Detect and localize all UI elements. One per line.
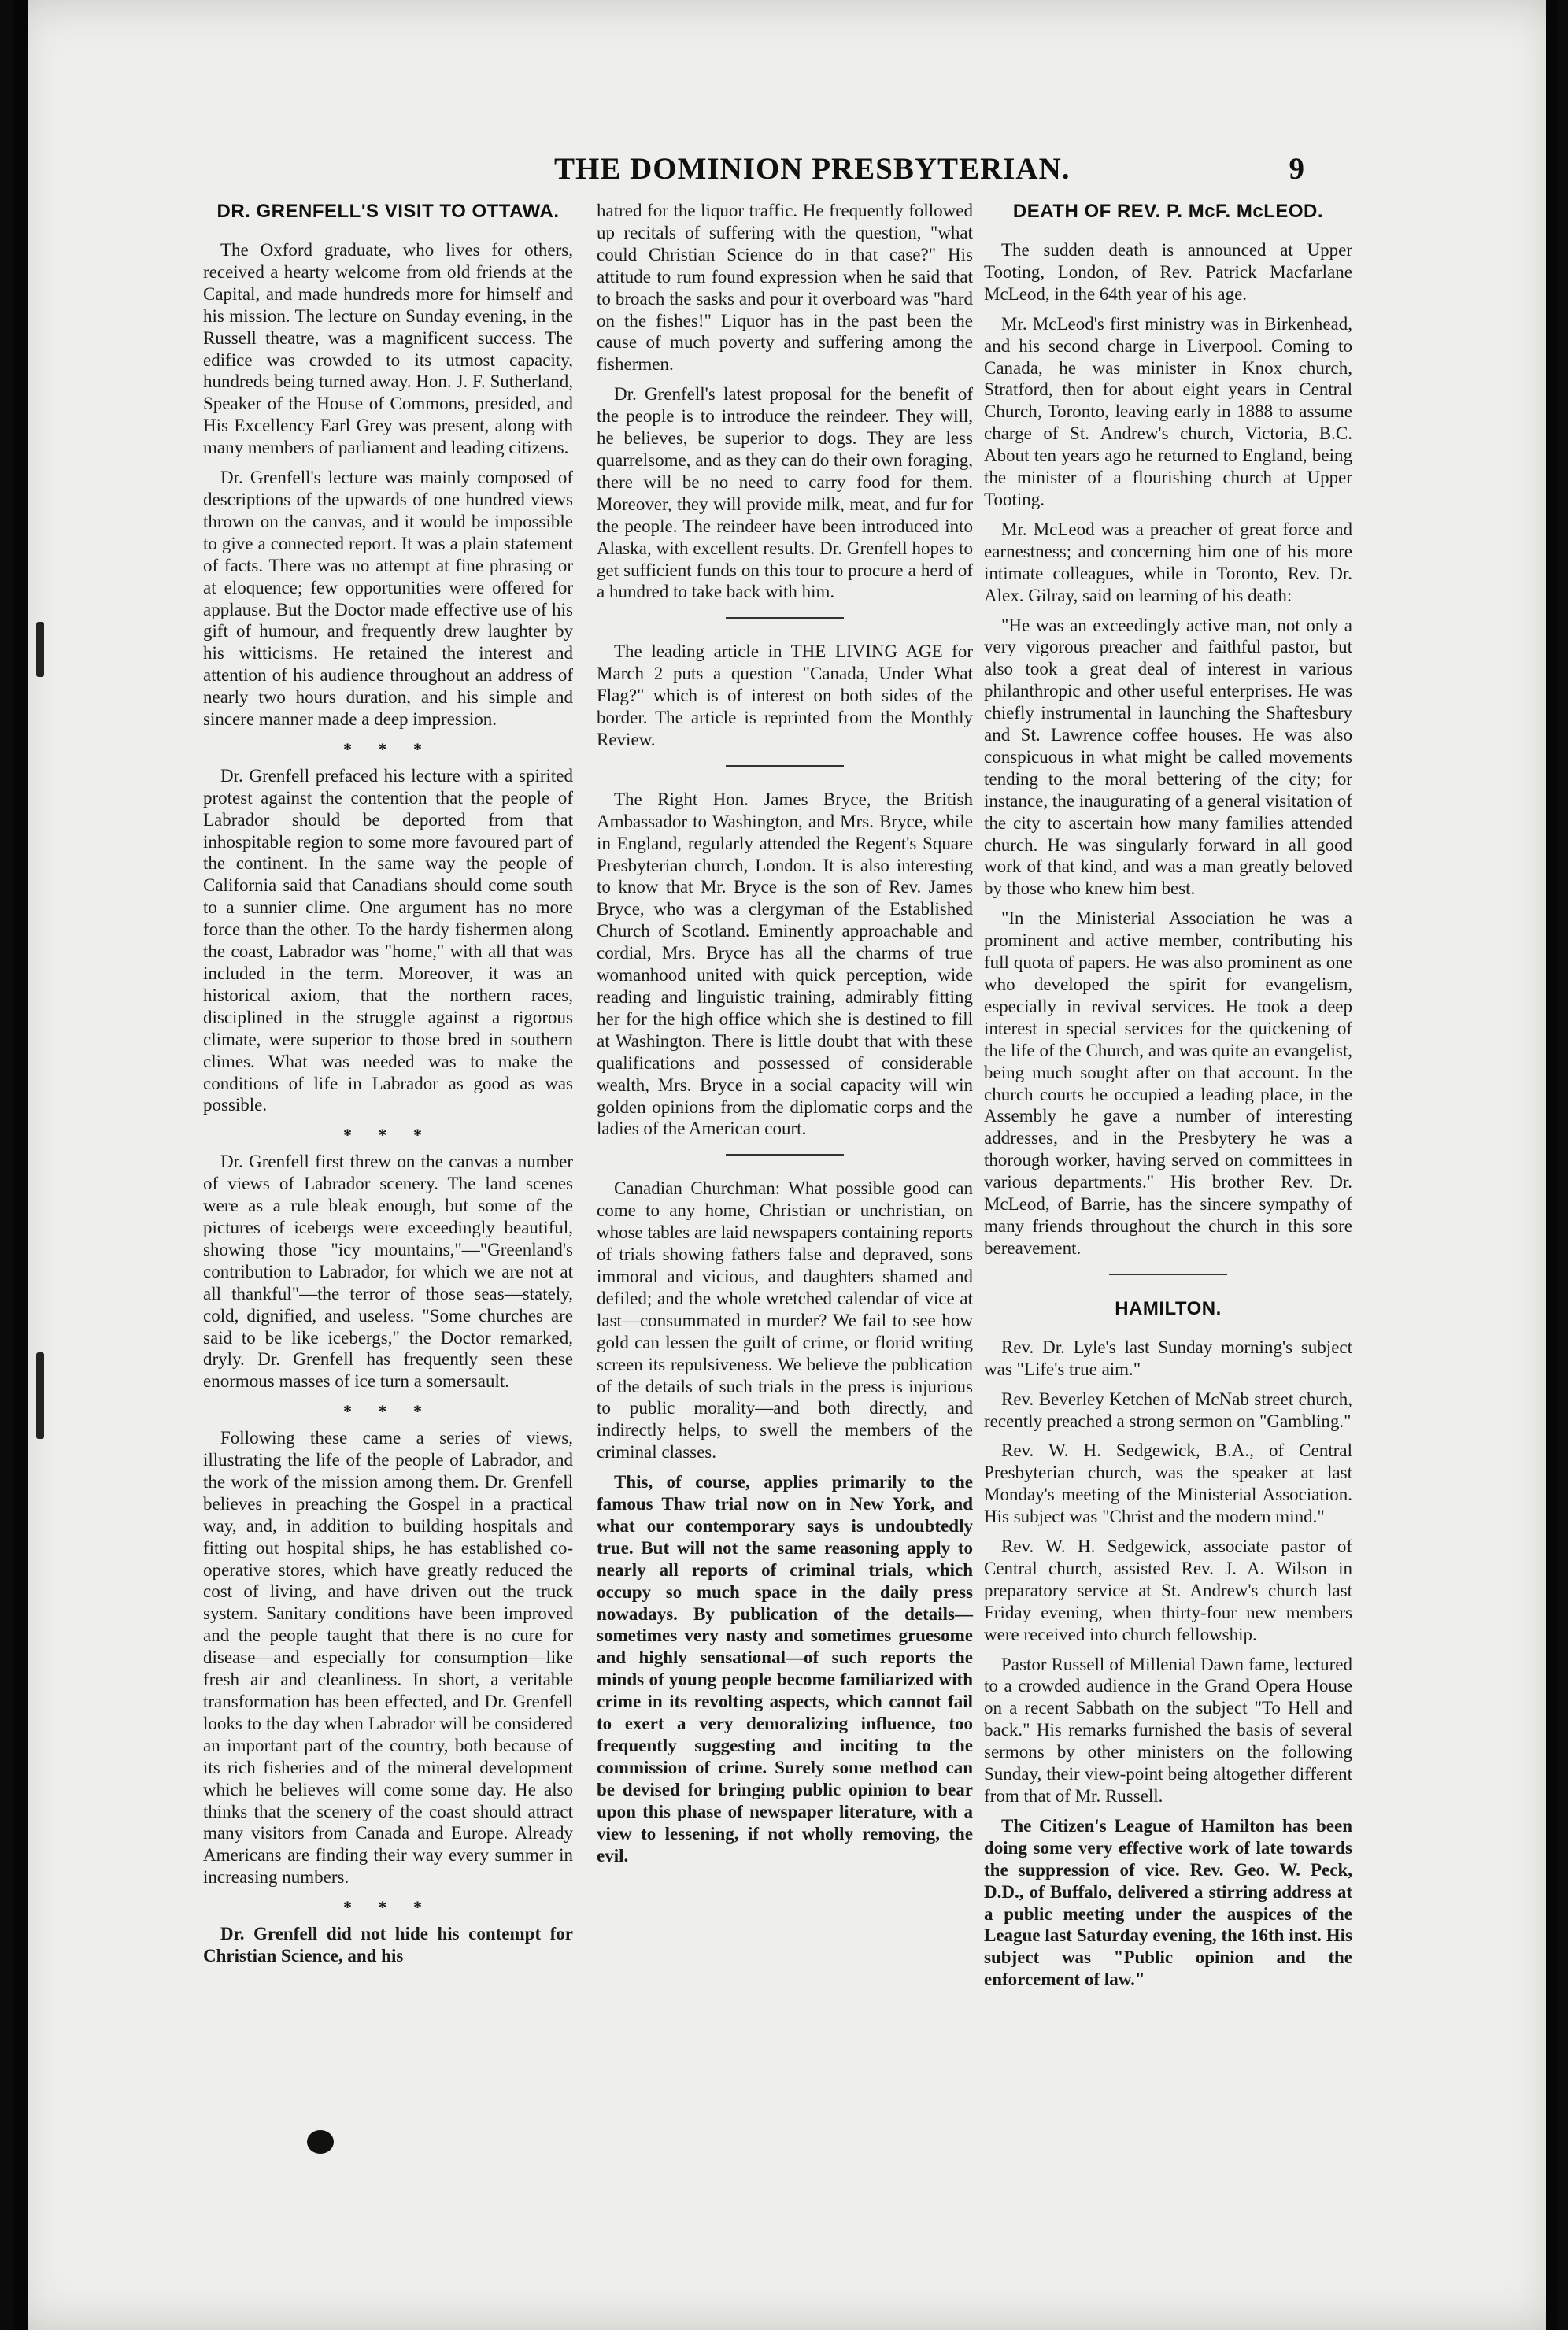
article-paragraph: This, of course, applies primarily to the famous Thaw trial now on in New York, and what our contemporary says is undoubtedly true. But will not the same reasoning apply to nearly all reports of criminal trials, which occupy so much space in the daily press nowadays. By publication of the details—sometimes very nasty and sometimes gruesome and highly sensational—of such reports the minds of young people become familiarized with crime in its revolting aspects, which cannot fail to exert a very demoralizing influence, too frequently suggesting and inciting to the commission of crime. Surely some method can be devised for bringing public opinion to bear upon this phase of newspaper literature, with a view to lessening, if not wholly removing, the evil. [597,1472,973,1866]
article-paragraph: Mr. McLeod's first ministry was in Birkenhead, and his second charge in Liverpool. Coming to Canada, he was minister in Knox church, Stratford, then for about eight years in Central Church, Toronto, leaving early in 1888 to assume charge of St. Andrew's church, Victoria, B.C. About ten years ago he returned to England, being the minister of a flourishing church at Upper Tooting. [984,313,1352,509]
article-paragraph: The sudden death is announced at Upper Tooting, London, of Rev. Patrick Macfarlane McLeod, in the 64th year of his age. [984,240,1352,304]
article-paragraph: "In the Ministerial Association he was a prominent and active member, contributing his full quota of papers. He was also prominent as one who developed the spirit for evangelism, especially in revival services. He took a deep interest in special services for the quickening of the life of the Church, and was quite an evangelist, being much sought after on that account. In the church courts he occupied a leading place, in the Assembly he gave a number of interesting addresses, and in the Presbytery he was a thorough worker, having served on committees in various departments." His brother Rev. Dr. McLeod, of Barrie, has the sincere sympathy of many friends throughout the church in this sore bereavement. [984,908,1352,1258]
article-paragraph: Following these came a series of views, illustrating the life of the people of Labrador, and the work of the mission among them. Dr. Grenfell believes in preaching the Gospel in a practical way, and, in addition to building hospitals and fitting out hospital ships, he has established co-operative stores, which have greatly reduced the cost of living, and have driven out the truck system. Sanitary conditions have been improved and the people taught that there is no cure for disease—and especially for consumption—like fresh air and cleanliness. In short, a veritable transformation has been effected, and Dr. Grenfell looks to the day when Labrador will be considered an important part of the country, both because of its rich fisheries and of the mineral development which he believes will come some day. He also thinks that the scenery of the coast should attract many visitors from Canada and Europe. Already Americans are finding their way every summer in increasing numbers. [203,1428,573,1888]
article-paragraph: The Oxford graduate, who lives for others, received a hearty welcome from old friends at the Capital, and made hundreds more for himself and his mission. The lecture on Sunday evening, in the Russell theatre, was a magnificent success. The edifice was crowded to its utmost capacity, hundreds being turned away. Hon. J. F. Sutherland, Speaker of the House of Commons, presided, and His Excellency Earl Grey was present, along with many members of parliament and leading citizens. [203,240,573,458]
section-separator: * * * [343,1125,433,1145]
article-paragraph: Dr. Grenfell's latest proposal for the benefit of the people is to introduce the reindeer. They will, he believes, be superior to dogs. They are less quarrelsome, and as they can do their own foraging, there will be no need to carry food for them. Moreover, they will provide milk, meat, and fur for the people. The reindeer have been introduced into Alaska, with excellent results. Dr. Grenfell hopes to get sufficient funds on this tour to procure a herd of a hundred to take back with him. [597,384,973,602]
binding-mark [36,622,44,677]
section-separator: * * * [343,1401,433,1422]
page-number: 9 [1289,152,1305,186]
article-heading-hamilton: HAMILTON. [1115,1297,1222,1319]
binding-mark [36,1352,44,1439]
article-paragraph: Canadian Churchman: What possible good can come to any home, Christian or unchristian, on whose tables are laid newspapers containing reports of trials showing fathers false and depraved, sons immoral and vicious, and daughters shamed and defiled; and the whole wretched calendar of vice at last—consummated in murder? We fail to see how gold can lessen the guilt of crime, or florid writing screen its repulsiveness. We believe the publication of the details of such trials in the press is injurious to public morality—and both directly, and indirectly helps, to swell the members of the criminal classes. [597,1178,973,1463]
news-item: Pastor Russell of Millenial Dawn fame, lectured to a crowded audience in the Grand Opera House on a recent Sabbath on the subject "To Hell and back." His remarks furnished the basis of several sermons by other ministers on the following Sunday, their view-point being altogether different from that of Mr. Russell. [984,1654,1352,1806]
newspaper-page [14,0,1557,2330]
news-item: Rev. W. H. Sedgewick, associate pastor of Central church, assisted Rev. J. A. Wilson in preparatory service at St. Andrew's church last Friday evening, when thirty-four new members were received into church fellowship. [984,1537,1352,1644]
divider-rule [726,765,844,767]
scan-right-edge [1546,0,1557,2330]
article-paragraph: "He was an exceedingly active man, not only a very vigorous preacher and faithful pastor, but also took a great deal of interest in various philanthropic and other useful enterprises. He was chiefly instrumental in launching the Shaftesbury and St. Lawrence coffee houses. He was also conspicuous in what might be called movements tending to the moral bettering of the city; for instance, the inaugurating of a general visitation of the city to ascertain how many families attended church. He was singularly forward in all good work of that kind, and was a man greatly beloved by those who knew him best. [984,615,1352,899]
masthead [554,150,1525,189]
article-paragraph: Mr. McLeod was a preacher of great force and earnestness; and concerning him one of his more intimate colleagues, while in Toronto, Rev. Dr. Alex. Gilray, said on learning of his death: [984,519,1352,605]
divider-rule [726,617,844,619]
article-heading-grenfell: DR. GRENFELL'S VISIT TO OTTAWA. [216,201,560,222]
news-item: Rev. Beverley Ketchen of McNab street church, recently preached a strong sermon on "Gambling." [984,1389,1352,1431]
article-paragraph: Dr. Grenfell's lecture was mainly composed of descriptions of the upwards of one hundred views thrown on the canvas, and it would be impossible to give a connected report. It was a plain statement of facts. There was no attempt at fine phrasing or at eloquence; few opportunities were offered for applause. But the Doctor made effective use of his gift of humour, and frequently drew laughter by his witticisms. He retained the interest and attention of his audience throughout an address of nearly two hours duration, and his simple and sincere manner made a deep impression. [203,468,573,730]
article-paragraph: Dr. Grenfell first threw on the canvas a number of views of Labrador scenery. The land scenes were as a rule bleak enough, but some of the pictures of icebergs were exceedingly beautiful, showing those "icy mountains,"—"Greenland's contribution to Labrador, for which we are not at all thankful"—the terror of those seas—stately, cold, dignified, and useless. "Some churches are said to be like icebergs," the Doctor remarked, dryly. Dr. Grenfell has frequently seen these enormous masses of ice turn a somersault. [203,1152,573,1392]
article-heading-mcleod: DEATH OF REV. P. McF. McLEOD. [1012,201,1324,222]
section-separator: * * * [343,1897,433,1918]
publication-title: THE DOMINION PRESBYTERIAN. [554,152,1071,186]
column-2 [597,200,973,1874]
divider-rule [726,1154,844,1156]
ink-blot [307,2130,334,2154]
article-paragraph: Dr. Grenfell did not hide his contempt for Christian Science, and his [203,1924,573,1966]
news-item: Rev. W. H. Sedgewick, B.A., of Central Presbyterian church, was the speaker at last Monday's meeting of the Ministerial Association. His subject was "Christ and the modern mind." [984,1441,1352,1527]
article-paragraph: Dr. Grenfell prefaced his lecture with a spirited protest against the contention that the people of Labrador should be deported from that inhospitable region to some more favoured part of the continent. In the same way the people of California said that Canadians should come south to a sunnier clime. One argument has no more force than the other. To the hardy fishermen along the coast, Labrador was "home," with all that was included in the term. Moreover, it was an historical axiom, that the northern races, disciplined in the struggle against a rigorous climate, were superior to those bred in southern climes. What was needed was to make the conditions of life in Labrador as good as was possible. [203,765,573,1115]
article-paragraph: The leading article in THE LIVING AGE for March 2 puts a question "Canada, Under What Flag?" which is of interest on both sides of the border. The article is reprinted from the Monthly Review. [597,642,973,749]
article-paragraph: hatred for the liquor traffic. He frequently followed up recitals of suffering with the question, "what could Christian Science do in that case?" His attitude to rum found expression when he said that to broach the sasks and pour it overboard was "hard on the fishes!" Liquor has in the past been the cause of much poverty and suffering among the fishermen. [597,201,973,375]
scan-left-edge [14,0,28,2330]
column-3 [984,200,1352,1999]
column-1 [203,200,573,1975]
news-item: Rev. Dr. Lyle's last Sunday morning's subject was "Life's true aim." [984,1337,1352,1379]
article-paragraph: The Right Hon. James Bryce, the British Ambassador to Washington, and Mrs. Bryce, while in England, regularly attended the Regent's Square Presbyterian church, London. It is also interesting to know that Mr. Bryce is the son of Rev. James Bryce, who was a clergyman of the Established Church of Scotland. Eminently approachable and cordial, Mrs. Bryce has all the charms of true womanhood united with quick perception, wide reading and linguistic training, admirably fitting her for the high office which she is destined to fill at Washington. There is little doubt that with these qualifications and possessed of considerable wealth, Mrs. Bryce in a social capacity will win golden opinions from the diplomatic corps and the ladies of the American court. [597,789,973,1139]
news-item: The Citizen's League of Hamilton has been doing some very effective work of late towards the suppression of vice. Rev. Geo. W. Peck, D.D., of Buffalo, delivered a stirring address at a public meeting under the auspices of the League last Saturday evening, the 16th inst. His subject was "Public opinion and the enforcement of law." [984,1815,1352,1990]
divider-rule [1109,1274,1227,1275]
section-separator: * * * [343,738,433,759]
